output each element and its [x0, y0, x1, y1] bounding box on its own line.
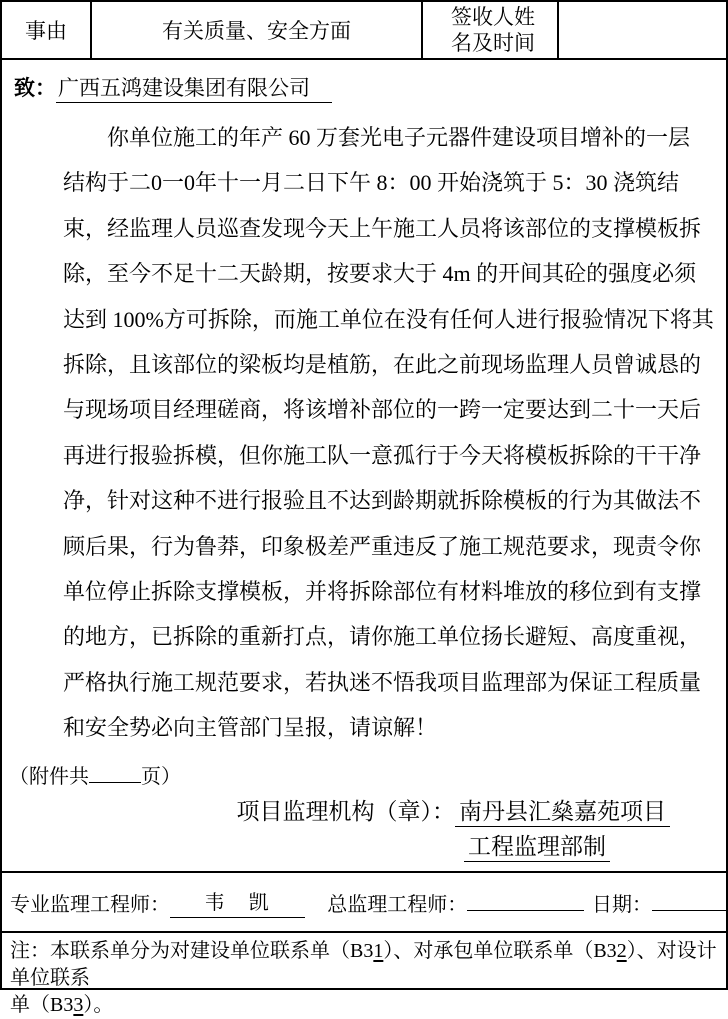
attachment-count-blank	[89, 765, 141, 783]
header-table	[2, 2, 726, 60]
chief-engineer-blank	[467, 893, 584, 911]
note-segment: 注：本联系单分为对建设单位联系单（B3	[10, 940, 374, 962]
org-line1	[2, 795, 726, 829]
sign-label-line2: 名及时间	[451, 31, 535, 55]
note-row	[2, 931, 726, 1016]
letter-text-line: 达到 100%方可拆除，而施工单位在没有任何人进行报验情况下将其	[63, 306, 714, 332]
recipient-line	[14, 72, 726, 102]
subject-value: 有关质量、安全方面	[162, 19, 351, 43]
letter-text-line: 单位停止拆除支撑模板，并将拆除部位有材料堆放的移位到有支撑	[63, 578, 702, 604]
attachment-line	[9, 760, 726, 789]
pro-engineer-name: 韦 凯	[170, 886, 305, 918]
recipient-prefix: 致：	[14, 76, 56, 100]
org-line2	[2, 829, 726, 865]
letter-text-line: 束，经监理人员巡查发现今天上午施工人员将该部位的支撑模板拆	[63, 215, 702, 241]
note-segment: ）。	[83, 994, 114, 1016]
note-segment: 单（B3	[10, 994, 74, 1016]
note-form-code-digit: 3	[73, 994, 84, 1016]
letter-text-line: 结构于二0一0年十一月二日下午 8：00 开始浇筑于 5：30 浇筑结	[63, 170, 680, 196]
sign-label-cell	[423, 2, 559, 58]
date-label: 日期：	[591, 893, 652, 916]
note-segment: ）、对设计单位联系	[10, 940, 717, 989]
letter-text-line: 顾后果，行为鲁莽，印象极差严重违反了施工规范要求，现责令你	[63, 533, 702, 559]
letter-text-line: 净，针对这种不进行报验且不达到龄期就拆除模板的行为其做法不	[63, 488, 702, 514]
letter-text-line: 的地方，已拆除的重新打点，请你施工单位扬长避短、高度重视，	[63, 624, 702, 650]
org-block	[2, 795, 726, 865]
attachment-prefix: （附件共	[9, 766, 89, 789]
attachment-suffix: 页）	[141, 766, 181, 789]
letter-text-line: 再进行报验拆模，但你施工队一意孤行于今天将模板拆除的干干净	[63, 442, 702, 468]
date-blank	[652, 893, 726, 911]
sign-value-cell	[559, 2, 726, 58]
subject-value-cell	[92, 2, 423, 58]
subject-label-cell	[2, 2, 92, 58]
note-text	[10, 940, 717, 1016]
letter-text	[63, 115, 714, 750]
sign-label-line1: 签收人姓	[451, 5, 535, 29]
recipient-company: 广西五鸿建设集团有限公司	[56, 76, 332, 103]
letter-text-line: 拆除，且该部位的梁板均是植筋，在此之前现场监理人员曾诚恳的	[63, 351, 702, 377]
letter-text-line: 严格执行施工规范要求，若执迷不悟我项目监理部为保证工程质量	[63, 669, 702, 695]
subject-label: 事由	[25, 19, 67, 43]
org-name-line2: 工程监理部制	[464, 834, 610, 862]
signature-row	[2, 871, 726, 931]
org-name-line1: 南丹县汇燊嘉苑项目	[455, 799, 670, 827]
note-form-code-digit: 2	[616, 940, 627, 962]
chief-engineer-label: 总监理工程师：	[327, 893, 468, 916]
note-segment: ）、对承包单位联系单（B3	[383, 940, 617, 962]
letter-text-line: 除，至今不足十二天龄期，按要求大于 4m 的开间其砼的强度必须	[63, 261, 697, 287]
org-label: 项目监理机构（章）：	[236, 799, 455, 825]
letter-text-line: 与现场项目经理磋商，将该增补部位的一跨一定要达到二十一天后	[63, 397, 702, 423]
note-form-code-digit: 1	[373, 940, 384, 962]
pro-engineer-label: 专业监理工程师：	[10, 893, 170, 916]
letter-body-cell	[2, 60, 726, 871]
letter-text-line: 和安全势必向主管部门呈报，请谅解！	[63, 715, 438, 741]
letter-text-line: 你单位施工的年产 60 万套光电子元器件建设项目增补的一层	[107, 125, 691, 150]
